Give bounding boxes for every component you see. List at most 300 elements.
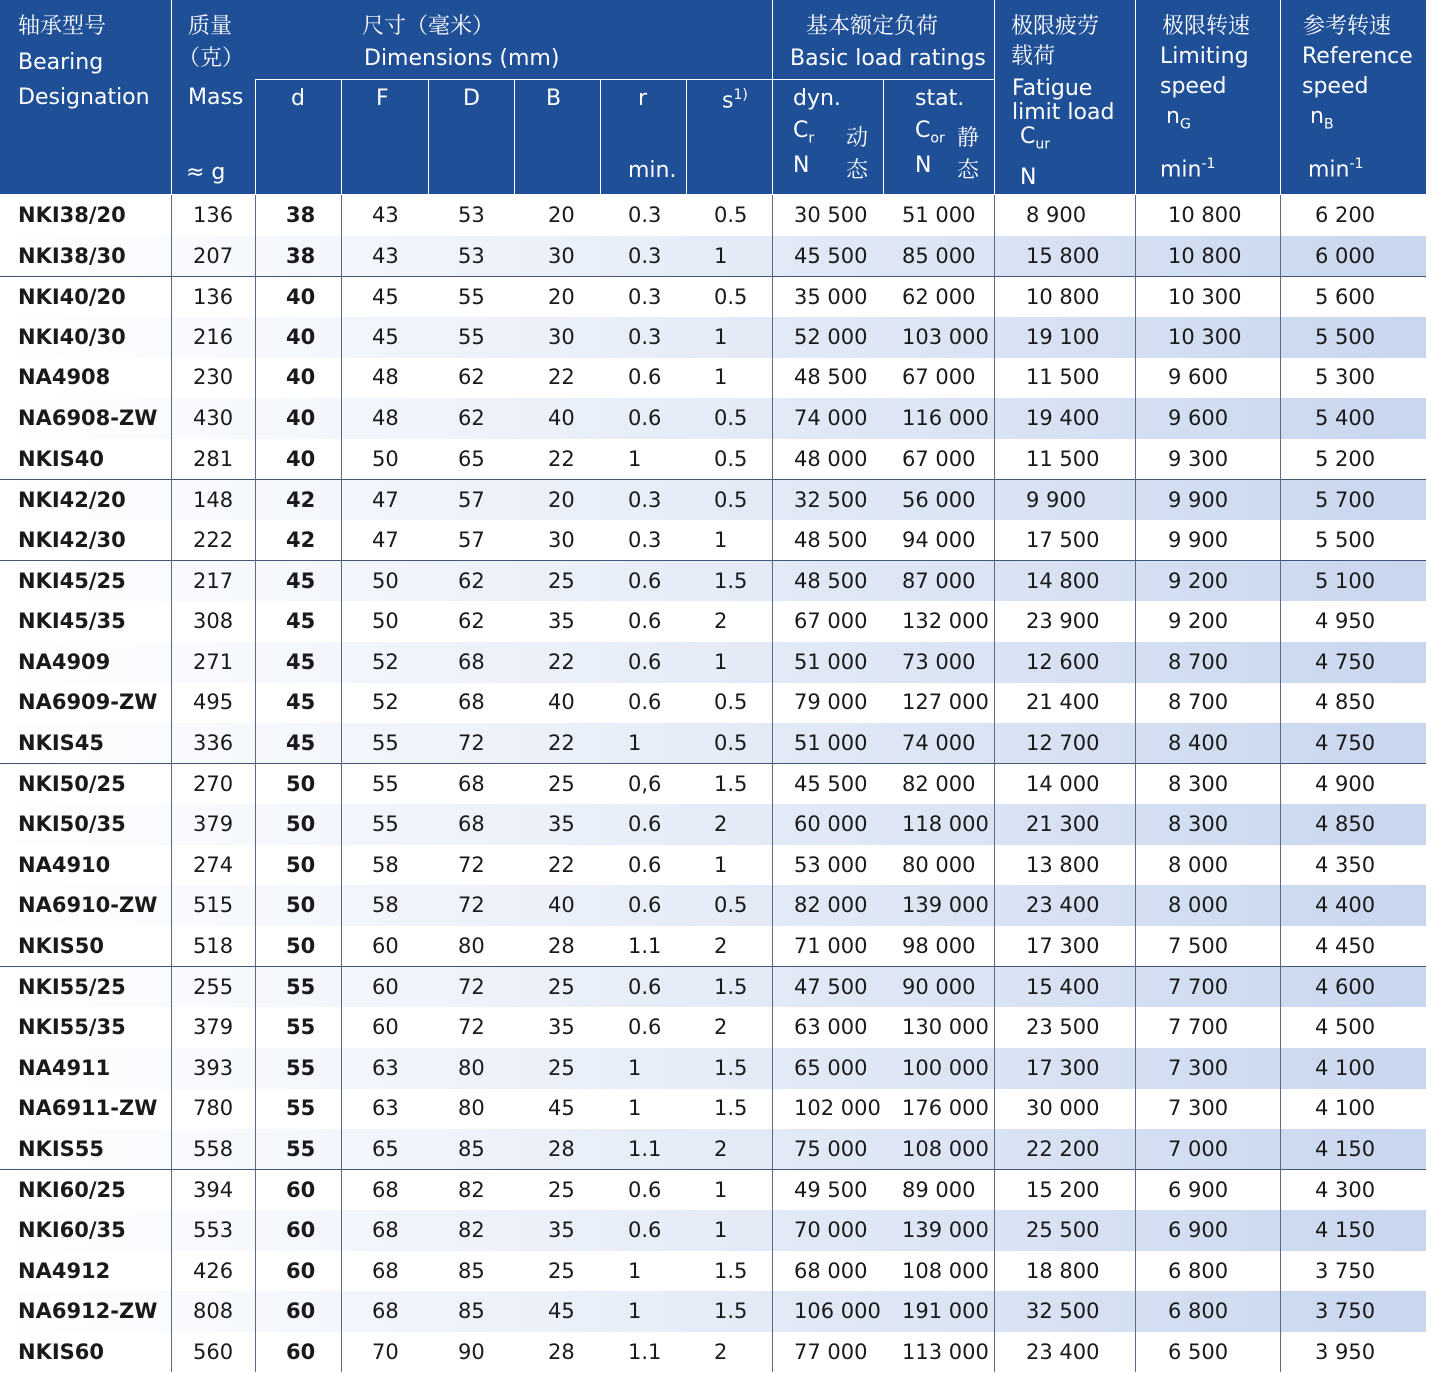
cell-designation: NA6908-ZW bbox=[18, 406, 158, 430]
cell-B: 25 bbox=[548, 772, 575, 797]
cell-s: 2 bbox=[714, 812, 728, 836]
cell-F: 52 bbox=[372, 690, 399, 715]
cell-dyn-load: 48 000 bbox=[794, 446, 868, 471]
cell-designation: NA6909-ZW bbox=[18, 690, 158, 715]
cell-reference-speed: 6 000 bbox=[1315, 243, 1376, 268]
cell-fatigue-load: 23 500 bbox=[1026, 1015, 1100, 1039]
header-divider bbox=[600, 80, 601, 194]
cell-r-min: 0.3 bbox=[628, 527, 662, 552]
cell-stat-load: 73 000 bbox=[902, 649, 976, 674]
cell-d: 60 bbox=[286, 1339, 316, 1364]
mass-unit: ≈ g bbox=[186, 160, 226, 185]
cell-r-min: 0.6 bbox=[628, 852, 662, 877]
fatigue-symbol: $C_{ur}$ bbox=[1020, 124, 1051, 153]
cell-F: 50 bbox=[372, 569, 399, 594]
cell-limiting-speed: 6 500 bbox=[1168, 1339, 1229, 1364]
cell-F: 70 bbox=[372, 1339, 399, 1364]
cell-d: 60 bbox=[286, 1299, 316, 1324]
cell-d: 55 bbox=[286, 1015, 316, 1039]
cell-B: 25 bbox=[548, 569, 575, 594]
cell-D: 80 bbox=[458, 1055, 485, 1080]
table-row bbox=[0, 195, 1426, 236]
cell-B: 25 bbox=[548, 1178, 575, 1203]
table-header bbox=[0, 0, 1426, 194]
cell-limiting-speed: 10 300 bbox=[1168, 285, 1242, 310]
cell-dyn-load: 47 500 bbox=[794, 975, 868, 1000]
cell-fatigue-load: 32 500 bbox=[1026, 1299, 1100, 1324]
cell-d: 40 bbox=[286, 365, 316, 390]
cell-r-min: 1 bbox=[628, 1055, 642, 1080]
cell-F: 45 bbox=[372, 285, 399, 310]
cell-mass: 515 bbox=[193, 893, 234, 918]
cell-r-min: 0.6 bbox=[628, 609, 662, 633]
cell-D: 62 bbox=[458, 609, 485, 633]
table-row bbox=[0, 601, 1426, 642]
cell-s: 2 bbox=[714, 933, 728, 958]
cell-s: 0.5 bbox=[714, 203, 748, 227]
cell-designation: NKIS40 bbox=[18, 446, 105, 471]
cell-designation: NKI60/25 bbox=[18, 1178, 126, 1203]
col-D: D bbox=[463, 86, 480, 111]
reference-en2: speed bbox=[1302, 74, 1369, 99]
cell-B: 20 bbox=[548, 285, 575, 310]
cell-d: 60 bbox=[286, 1178, 316, 1203]
column-divider bbox=[994, 195, 995, 1372]
cell-s: 1 bbox=[714, 1218, 728, 1242]
table-row bbox=[0, 317, 1426, 358]
cell-dyn-load: 48 500 bbox=[794, 527, 868, 552]
cell-s: 1.5 bbox=[714, 1299, 748, 1324]
cell-limiting-speed: 9 900 bbox=[1168, 488, 1229, 513]
cell-limiting-speed: 9 200 bbox=[1168, 569, 1229, 594]
cell-F: 65 bbox=[372, 1136, 399, 1161]
table-row bbox=[0, 966, 1426, 1007]
cell-designation: NKIS55 bbox=[18, 1136, 105, 1161]
cell-B: 30 bbox=[548, 527, 575, 552]
column-divider bbox=[255, 195, 256, 1372]
col-r: r bbox=[638, 86, 648, 111]
load-zh: 基本额定负荷 bbox=[806, 14, 939, 39]
cell-limiting-speed: 7 500 bbox=[1168, 933, 1229, 958]
cell-mass: 336 bbox=[193, 730, 234, 755]
cell-D: 68 bbox=[458, 812, 485, 836]
cell-stat-load: 130 000 bbox=[902, 1015, 989, 1039]
cell-limiting-speed: 9 200 bbox=[1168, 609, 1229, 633]
cell-B: 45 bbox=[548, 1299, 575, 1324]
table-row bbox=[0, 804, 1426, 845]
cell-limiting-speed: 7 300 bbox=[1168, 1055, 1229, 1080]
cell-F: 43 bbox=[372, 203, 399, 227]
cell-s: 1 bbox=[714, 324, 728, 349]
cell-F: 60 bbox=[372, 933, 399, 958]
header-divider bbox=[255, 80, 256, 194]
cell-mass: 553 bbox=[193, 1218, 234, 1242]
cell-stat-load: 132 000 bbox=[902, 609, 989, 633]
cell-B: 22 bbox=[548, 446, 575, 471]
cell-dyn-load: 65 000 bbox=[794, 1055, 868, 1080]
cell-s: 1 bbox=[714, 852, 728, 877]
cell-designation: NA4909 bbox=[18, 649, 111, 674]
table-row bbox=[0, 1088, 1426, 1129]
cell-mass: 379 bbox=[193, 1015, 234, 1039]
cell-stat-load: 191 000 bbox=[902, 1299, 989, 1324]
cell-dyn-load: 52 000 bbox=[794, 324, 868, 349]
cell-designation: NA6911-ZW bbox=[18, 1096, 158, 1121]
cell-fatigue-load: 10 800 bbox=[1026, 285, 1100, 310]
cell-stat-load: 82 000 bbox=[902, 772, 976, 797]
cell-reference-speed: 4 600 bbox=[1315, 975, 1376, 1000]
cell-mass: 148 bbox=[193, 488, 234, 513]
cell-reference-speed: 4 850 bbox=[1315, 812, 1376, 836]
cell-stat-load: 51 000 bbox=[902, 203, 976, 227]
cell-s: 1.5 bbox=[714, 772, 748, 797]
cell-r-min: 0.3 bbox=[628, 243, 662, 268]
cell-stat-load: 98 000 bbox=[902, 933, 976, 958]
cell-s: 0.5 bbox=[714, 730, 748, 755]
load-dyn-zh2: 态 bbox=[846, 158, 869, 183]
cell-fatigue-load: 19 100 bbox=[1026, 324, 1100, 349]
cell-fatigue-load: 12 600 bbox=[1026, 649, 1100, 674]
cell-fatigue-load: 11 500 bbox=[1026, 446, 1100, 471]
cell-d: 38 bbox=[286, 203, 316, 227]
cell-fatigue-load: 23 900 bbox=[1026, 609, 1100, 633]
cell-s: 2 bbox=[714, 1015, 728, 1039]
cell-d: 42 bbox=[286, 527, 316, 552]
cell-mass: 217 bbox=[193, 569, 234, 594]
mass-zh2: （克） bbox=[178, 46, 245, 71]
cell-B: 20 bbox=[548, 203, 575, 227]
cell-designation: NKI55/35 bbox=[18, 1015, 126, 1039]
cell-d: 50 bbox=[286, 772, 316, 797]
cell-mass: 495 bbox=[193, 690, 234, 715]
column-divider bbox=[1135, 195, 1136, 1372]
cell-dyn-load: 48 500 bbox=[794, 569, 868, 594]
cell-reference-speed: 6 200 bbox=[1315, 203, 1376, 227]
limiting-unit: $\min^{-1}$ bbox=[1160, 156, 1216, 183]
cell-designation: NKI55/25 bbox=[18, 975, 126, 1000]
cell-D: 68 bbox=[458, 772, 485, 797]
table-row bbox=[0, 1210, 1426, 1251]
table-row bbox=[0, 276, 1426, 317]
cell-limiting-speed: 7 700 bbox=[1168, 975, 1229, 1000]
cell-dyn-load: 102 000 bbox=[794, 1096, 881, 1121]
cell-reference-speed: 3 750 bbox=[1315, 1258, 1376, 1283]
table-row bbox=[0, 1169, 1426, 1210]
cell-designation: NKIS50 bbox=[18, 933, 105, 958]
cell-reference-speed: 5 600 bbox=[1315, 285, 1376, 310]
cell-fatigue-load: 19 400 bbox=[1026, 406, 1100, 430]
load-dyn-symbol: $C_r$ bbox=[793, 118, 815, 147]
cell-designation: NA6912-ZW bbox=[18, 1299, 158, 1324]
cell-d: 60 bbox=[286, 1258, 316, 1283]
cell-d: 40 bbox=[286, 285, 316, 310]
cell-F: 48 bbox=[372, 406, 399, 430]
cell-mass: 430 bbox=[193, 406, 234, 430]
cell-d: 45 bbox=[286, 690, 316, 715]
cell-B: 28 bbox=[548, 933, 575, 958]
cell-r-min: 0.6 bbox=[628, 975, 662, 1000]
cell-d: 45 bbox=[286, 569, 316, 594]
load-dyn-zh1: 动 bbox=[846, 126, 869, 151]
cell-F: 47 bbox=[372, 488, 399, 513]
header-divider bbox=[772, 0, 773, 194]
cell-fatigue-load: 14 800 bbox=[1026, 569, 1100, 594]
cell-F: 68 bbox=[372, 1258, 399, 1283]
cell-designation: NKI45/25 bbox=[18, 569, 126, 594]
reference-unit: $\min^{-1}$ bbox=[1308, 156, 1364, 183]
cell-limiting-speed: 9 600 bbox=[1168, 365, 1229, 390]
table-row bbox=[0, 642, 1426, 683]
cell-dyn-load: 63 000 bbox=[794, 1015, 868, 1039]
cell-designation: NA6910-ZW bbox=[18, 893, 158, 918]
cell-r-min: 0.3 bbox=[628, 488, 662, 513]
cell-fatigue-load: 22 200 bbox=[1026, 1136, 1100, 1161]
cell-d: 50 bbox=[286, 852, 316, 877]
cell-D: 85 bbox=[458, 1136, 485, 1161]
designation-zh: 轴承型号 bbox=[18, 14, 107, 39]
cell-reference-speed: 4 300 bbox=[1315, 1178, 1376, 1203]
col-B: B bbox=[546, 86, 562, 111]
cell-B: 20 bbox=[548, 488, 575, 513]
cell-fatigue-load: 21 400 bbox=[1026, 690, 1100, 715]
cell-reference-speed: 4 500 bbox=[1315, 1015, 1376, 1039]
cell-D: 80 bbox=[458, 1096, 485, 1121]
cell-stat-load: 176 000 bbox=[902, 1096, 989, 1121]
cell-dyn-load: 60 000 bbox=[794, 812, 868, 836]
cell-B: 22 bbox=[548, 365, 575, 390]
cell-dyn-load: 77 000 bbox=[794, 1339, 868, 1364]
table-row bbox=[0, 1251, 1426, 1292]
cell-stat-load: 139 000 bbox=[902, 1218, 989, 1242]
cell-reference-speed: 4 150 bbox=[1315, 1218, 1376, 1242]
reference-zh: 参考转速 bbox=[1303, 14, 1392, 39]
cell-B: 40 bbox=[548, 893, 575, 918]
cell-stat-load: 113 000 bbox=[902, 1339, 989, 1364]
load-stat-zh2: 态 bbox=[957, 158, 980, 183]
dimensions-en: Dimensions (mm) bbox=[364, 46, 560, 71]
cell-B: 28 bbox=[548, 1136, 575, 1161]
cell-s: 1 bbox=[714, 649, 728, 674]
cell-reference-speed: 5 400 bbox=[1315, 406, 1376, 430]
mass-zh1: 质量 bbox=[188, 14, 233, 39]
cell-D: 68 bbox=[458, 690, 485, 715]
cell-limiting-speed: 9 600 bbox=[1168, 406, 1229, 430]
cell-reference-speed: 4 350 bbox=[1315, 852, 1376, 877]
cell-F: 43 bbox=[372, 243, 399, 268]
table-row bbox=[0, 1129, 1426, 1170]
cell-B: 25 bbox=[548, 975, 575, 1000]
cell-D: 72 bbox=[458, 730, 485, 755]
cell-B: 22 bbox=[548, 852, 575, 877]
cell-reference-speed: 3 750 bbox=[1315, 1299, 1376, 1324]
cell-r-min: 0.6 bbox=[628, 690, 662, 715]
cell-r-min: 0.6 bbox=[628, 365, 662, 390]
cell-s: 1.5 bbox=[714, 1096, 748, 1121]
cell-r-min: 1.1 bbox=[628, 1136, 662, 1161]
cell-fatigue-load: 25 500 bbox=[1026, 1218, 1100, 1242]
cell-limiting-speed: 8 300 bbox=[1168, 772, 1229, 797]
cell-fatigue-load: 15 200 bbox=[1026, 1178, 1100, 1203]
column-divider bbox=[171, 195, 172, 1372]
cell-stat-load: 103 000 bbox=[902, 324, 989, 349]
cell-d: 40 bbox=[286, 406, 316, 430]
cell-dyn-load: 51 000 bbox=[794, 730, 868, 755]
header-divider bbox=[428, 80, 429, 194]
load-dyn-unit: N bbox=[793, 153, 810, 178]
cell-designation: NA4908 bbox=[18, 365, 111, 390]
cell-stat-load: 127 000 bbox=[902, 690, 989, 715]
cell-d: 45 bbox=[286, 649, 316, 674]
cell-dyn-load: 53 000 bbox=[794, 852, 868, 877]
cell-d: 45 bbox=[286, 730, 316, 755]
cell-F: 52 bbox=[372, 649, 399, 674]
cell-dyn-load: 48 500 bbox=[794, 365, 868, 390]
cell-mass: 558 bbox=[193, 1136, 234, 1161]
header-divider bbox=[255, 79, 772, 80]
cell-s: 1 bbox=[714, 1178, 728, 1203]
col-F: F bbox=[376, 86, 389, 111]
cell-s: 0.5 bbox=[714, 690, 748, 715]
cell-B: 30 bbox=[548, 243, 575, 268]
cell-mass: 136 bbox=[193, 203, 234, 227]
cell-limiting-speed: 10 300 bbox=[1168, 324, 1242, 349]
reference-symbol: $n_B$ bbox=[1310, 104, 1334, 133]
cell-s: 1 bbox=[714, 527, 728, 552]
cell-B: 25 bbox=[548, 1258, 575, 1283]
load-stat-unit: N bbox=[915, 153, 932, 178]
cell-fatigue-load: 8 900 bbox=[1026, 203, 1087, 227]
cell-reference-speed: 4 950 bbox=[1315, 609, 1376, 633]
cell-limiting-speed: 8 000 bbox=[1168, 852, 1229, 877]
cell-mass: 207 bbox=[193, 243, 234, 268]
load-en: Basic load ratings bbox=[790, 46, 986, 71]
table-row bbox=[0, 357, 1426, 398]
limiting-en2: speed bbox=[1160, 74, 1227, 99]
cell-D: 65 bbox=[458, 446, 485, 471]
cell-designation: NKI40/30 bbox=[18, 324, 126, 349]
cell-d: 50 bbox=[286, 812, 316, 836]
col-d: d bbox=[291, 86, 305, 111]
header-divider bbox=[883, 80, 884, 194]
cell-D: 72 bbox=[458, 852, 485, 877]
dimensions-zh: 尺寸（毫米） bbox=[362, 14, 495, 39]
cell-fatigue-load: 14 000 bbox=[1026, 772, 1100, 797]
cell-designation: NKI50/25 bbox=[18, 772, 126, 797]
cell-dyn-load: 74 000 bbox=[794, 406, 868, 430]
load-stat-zh1: 静 bbox=[957, 126, 980, 151]
table-row bbox=[0, 1007, 1426, 1048]
cell-B: 25 bbox=[548, 1055, 575, 1080]
cell-D: 57 bbox=[458, 488, 485, 513]
cell-F: 58 bbox=[372, 893, 399, 918]
cell-r-min: 1 bbox=[628, 1096, 642, 1121]
cell-D: 53 bbox=[458, 203, 485, 227]
cell-F: 55 bbox=[372, 812, 399, 836]
load-stat: stat. bbox=[915, 86, 965, 111]
cell-d: 55 bbox=[286, 1096, 316, 1121]
cell-designation: NKI42/20 bbox=[18, 488, 126, 513]
cell-dyn-load: 75 000 bbox=[794, 1136, 868, 1161]
cell-mass: 426 bbox=[193, 1258, 234, 1283]
cell-r-min: 1.1 bbox=[628, 933, 662, 958]
table-row bbox=[0, 885, 1426, 926]
cell-designation: NKIS45 bbox=[18, 730, 105, 755]
cell-reference-speed: 5 300 bbox=[1315, 365, 1376, 390]
cell-F: 63 bbox=[372, 1096, 399, 1121]
cell-fatigue-load: 15 400 bbox=[1026, 975, 1100, 1000]
table-row bbox=[0, 763, 1426, 804]
cell-B: 22 bbox=[548, 730, 575, 755]
header-divider bbox=[994, 0, 995, 194]
cell-designation: NA4911 bbox=[18, 1055, 111, 1080]
cell-D: 62 bbox=[458, 365, 485, 390]
limiting-zh: 极限转速 bbox=[1162, 14, 1251, 39]
cell-stat-load: 67 000 bbox=[902, 365, 976, 390]
table-row bbox=[0, 520, 1426, 561]
cell-dyn-load: 68 000 bbox=[794, 1258, 868, 1283]
designation-en2: Designation bbox=[18, 85, 150, 110]
cell-s: 0.5 bbox=[714, 893, 748, 918]
cell-D: 80 bbox=[458, 933, 485, 958]
cell-B: 22 bbox=[548, 649, 575, 674]
cell-designation: NA4912 bbox=[18, 1258, 111, 1283]
cell-d: 38 bbox=[286, 243, 316, 268]
cell-stat-load: 139 000 bbox=[902, 893, 989, 918]
header-divider bbox=[1280, 0, 1281, 194]
cell-D: 62 bbox=[458, 569, 485, 594]
cell-dyn-load: 45 500 bbox=[794, 772, 868, 797]
cell-mass: 216 bbox=[193, 324, 234, 349]
cell-mass: 808 bbox=[193, 1299, 234, 1324]
cell-dyn-load: 45 500 bbox=[794, 243, 868, 268]
cell-stat-load: 80 000 bbox=[902, 852, 976, 877]
cell-designation: NKI60/35 bbox=[18, 1218, 126, 1242]
table-row bbox=[0, 1332, 1426, 1373]
cell-limiting-speed: 10 800 bbox=[1168, 203, 1242, 227]
cell-d: 40 bbox=[286, 446, 316, 471]
cell-d: 60 bbox=[286, 1218, 316, 1242]
cell-d: 42 bbox=[286, 488, 316, 513]
cell-limiting-speed: 8 000 bbox=[1168, 893, 1229, 918]
cell-reference-speed: 4 150 bbox=[1315, 1136, 1376, 1161]
cell-D: 72 bbox=[458, 975, 485, 1000]
cell-s: 2 bbox=[714, 1339, 728, 1364]
cell-limiting-speed: 6 900 bbox=[1168, 1178, 1229, 1203]
cell-mass: 379 bbox=[193, 812, 234, 836]
cell-designation: NKI40/20 bbox=[18, 285, 126, 310]
cell-stat-load: 116 000 bbox=[902, 406, 989, 430]
cell-B: 35 bbox=[548, 812, 575, 836]
fatigue-unit: N bbox=[1020, 165, 1037, 190]
cell-D: 57 bbox=[458, 527, 485, 552]
mass-en: Mass bbox=[188, 85, 244, 110]
cell-D: 68 bbox=[458, 649, 485, 674]
cell-designation: NKI42/30 bbox=[18, 527, 126, 552]
cell-D: 53 bbox=[458, 243, 485, 268]
cell-limiting-speed: 7 300 bbox=[1168, 1096, 1229, 1121]
cell-reference-speed: 4 400 bbox=[1315, 893, 1376, 918]
cell-r-min: 0.6 bbox=[628, 893, 662, 918]
fatigue-en1: Fatigue bbox=[1012, 76, 1093, 101]
table-row bbox=[0, 926, 1426, 967]
cell-dyn-load: 51 000 bbox=[794, 649, 868, 674]
cell-dyn-load: 35 000 bbox=[794, 285, 868, 310]
fatigue-en2: limit load bbox=[1012, 100, 1115, 125]
cell-r-min: 1 bbox=[628, 1299, 642, 1324]
cell-s: 1 bbox=[714, 365, 728, 390]
cell-mass: 281 bbox=[193, 446, 234, 471]
cell-s: 0.5 bbox=[714, 406, 748, 430]
